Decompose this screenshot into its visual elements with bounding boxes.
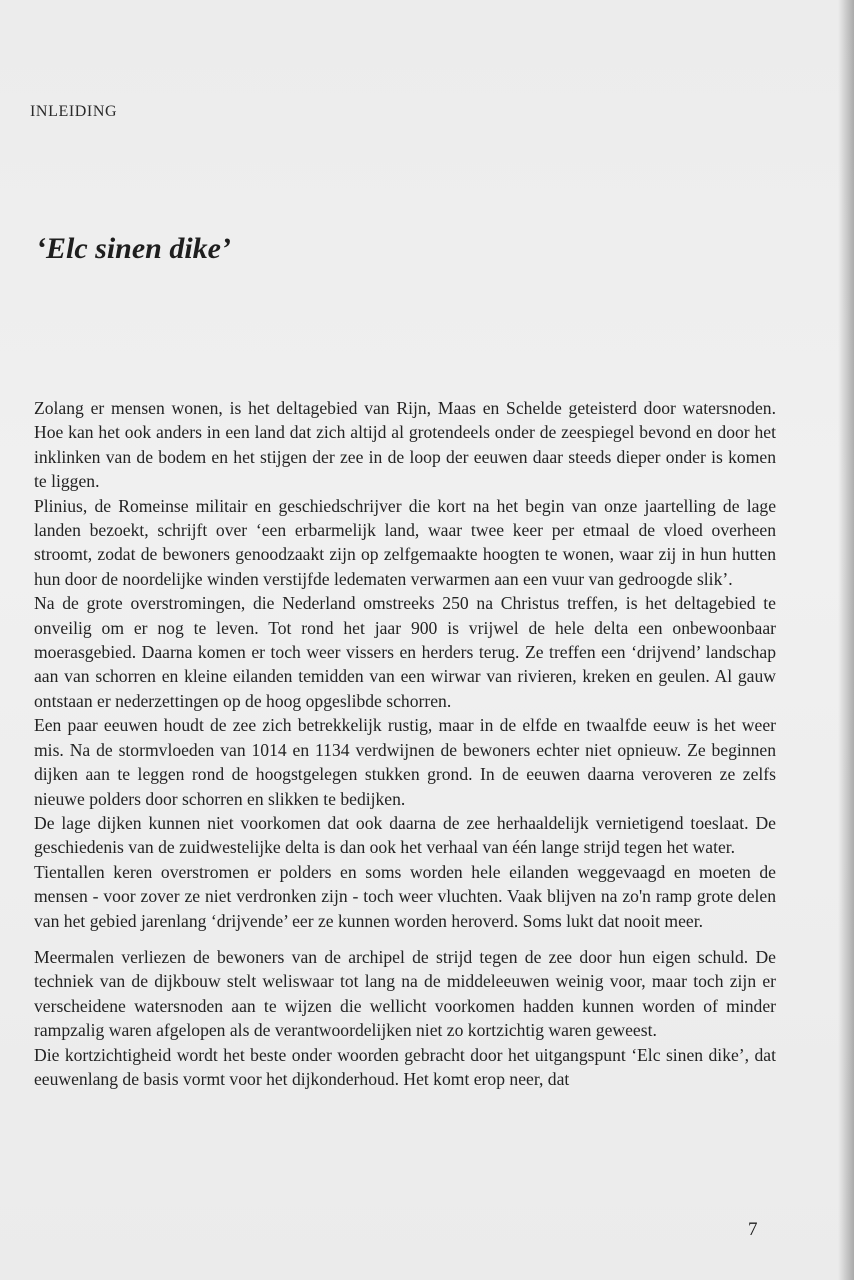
section-label: INLEIDING — [30, 103, 118, 120]
paragraph-5: De lage dijken kunnen niet voorkomen dat ook daarna de zee herhaaldelijk vernietigend toeslaat. De geschiedenis van de zuidwestelijke delta is dan ook het verhaal van één lange strijd tegen het water. — [34, 812, 776, 858]
body-text — [34, 396, 776, 1091]
paragraph-4: Een paar eeuwen houdt de zee zich betrekkelijk rustig, maar in de elfde en twaalfde eeuw is het weer mis. Na de stormvloeden van 1014 en 1134 verdwijnen de bewoners echter niet opnieuw. Ze beginnen dijken aan te leggen rond de hoogstgelegen stukken grond. In de eeuwen daarna veroveren ze zelfs nieuwe polders door schorren en slikken te bedijken. — [34, 715, 776, 809]
paragraph-7: Meermalen verliezen de bewoners van de archipel de strijd tegen de zee door hun eigen schuld. De techniek van de dijkbouw stelt weliswaar tot lang na de middeleeuwen weinig voor, maar toch zijn er verscheidene watersnoden aan te wijzen die wellicht voorkomen hadden kunnen worden of minder rampzalig waren afgelopen als de verantwoordelijken niet zo kortzichtig waren geweest. — [34, 946, 776, 1041]
paragraph-3: Na de grote overstromingen, die Nederland omstreeks 250 na Christus treffen, is het deltagebied te onveilig om er nog te leven. Tot rond het jaar 900 is vrijwel de hele delta een onbewoonbaar moerasgebied. Daarna komen er toch weer vissers en herders terug. Ze treffen een ‘drijvend’ landschap aan van schorren en kleine eilanden temidden van een wirwar van rivieren, kreken en geulen. Al gauw ontstaan er nederzettingen op de hoog opgeslibde schorren. — [34, 593, 776, 711]
chapter-title: ‘Elc sinen dike’ — [36, 232, 231, 265]
spine-shadow — [838, 0, 854, 1280]
paragraph-8: Die kortzichtigheid wordt het beste onder woorden gebracht door het uitgangspunt ‘Elc sinen dike’, dat eeuwenlang de basis vormt voor het dijkonderhoud. Het komt erop neer, dat — [34, 1044, 776, 1089]
paragraph-6: Tientallen keren overstromen er polders en soms worden hele eilanden weggevaagd en moeten de mensen - voor zover ze niet verdronken zijn - toch weer vluchten. Vaak blijven na zo'n ramp grote delen van het gebied jarenlang ‘drijvende’ eer ze kunnen worden heroverd. Soms lukt dat nooit meer. — [34, 861, 776, 931]
paragraph-1: Zolang er mensen wonen, is het deltagebied van Rijn, Maas en Schelde geteisterd door watersnoden. Hoe kan het ook anders in een land dat zich altijd al grotendeels onder de zeespiegel bevond en door het inklinken van de bodem en het stijgen der zee in de loop der eeuwen daar steeds dieper onder is komen te liggen. — [34, 398, 776, 492]
paragraph-2: Plinius, de Romeinse militair en geschiedschrijver die kort na het begin van onze jaartelling de lage landen bezoekt, schrijft over ‘een erbarmelijk land, waar twee keer per etmaal de vloed overheen stroomt, zodat de bewoners genoodzaakt zijn op zelfgemaakte hoogten te wonen, waar zij in hun hutten hun door de noordelijke winden verstijfde ledematen verwarmen aan een vuur van gedroogde slik’. — [34, 495, 776, 589]
page-number: 7 — [748, 1219, 758, 1240]
